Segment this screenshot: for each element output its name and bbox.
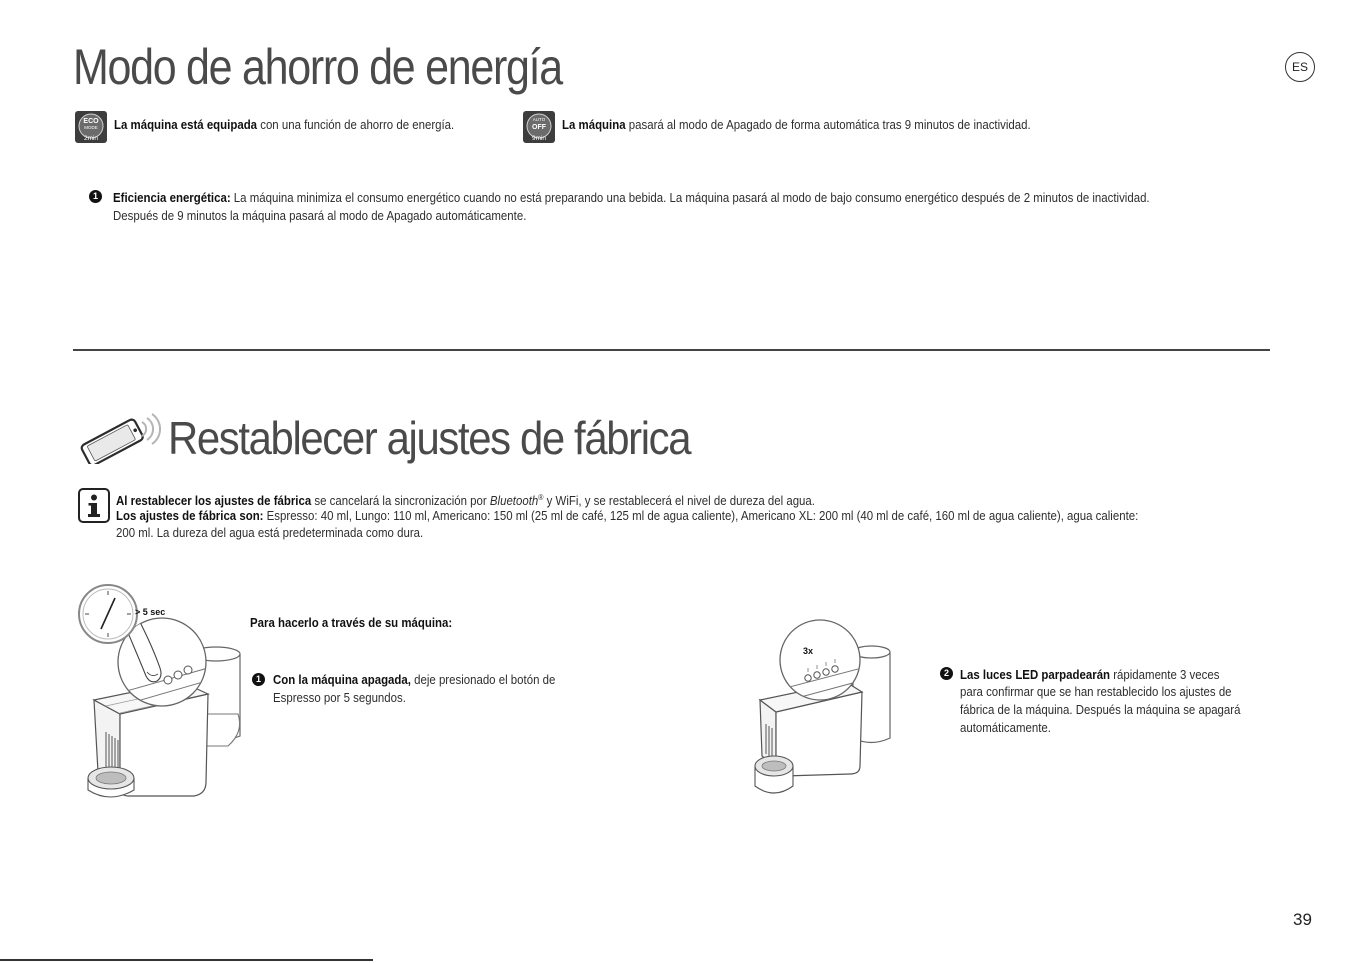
method-heading: Para hacerlo a través de su máquina: xyxy=(250,615,453,630)
led-button-2 xyxy=(814,672,820,678)
step-2-bold: Las luces LED parpadearán xyxy=(960,667,1111,682)
auto-off-description-text: pasará al modo de Apagado de forma automática tras 9 minutos de inactividad. xyxy=(625,117,1031,132)
registered-mark: ® xyxy=(538,493,544,502)
blink-count-label: 3x xyxy=(803,646,814,656)
eco-icon-bottom-text: 2min xyxy=(83,135,99,142)
auto-off-description-bold: La máquina xyxy=(562,117,626,132)
efficiency-label: Eficiencia energética: xyxy=(113,190,231,205)
reset-info-line-1 xyxy=(116,490,815,509)
reset-info-end-1: y WiFi, y se restablecerá el nivel de dureza del agua. xyxy=(543,493,815,508)
cup-support xyxy=(204,714,240,746)
machine-press-illustration xyxy=(76,582,248,804)
smartphone-shape xyxy=(80,418,144,464)
eco-description-text: con una función de ahorro de energía. xyxy=(257,117,455,132)
machine-blink-illustration xyxy=(750,616,896,800)
bluetooth-label: Bluetooth xyxy=(489,493,539,508)
auto-off-icon xyxy=(523,111,555,143)
eco-icon-top-text: ECO xyxy=(83,118,99,125)
eco-description xyxy=(114,117,454,133)
auto-off-icon-top-text: AUTO xyxy=(532,117,546,122)
eco-mode-icon xyxy=(75,111,107,143)
step-1-line-1 xyxy=(273,672,555,688)
language-badge: ES xyxy=(1285,52,1315,82)
footer-rule xyxy=(0,959,373,961)
section-divider xyxy=(73,349,1270,351)
clock-icon xyxy=(79,585,137,643)
drip-tray xyxy=(88,767,134,797)
auto-off-icon-middle-text: OFF xyxy=(532,124,546,131)
lungo-button xyxy=(174,671,182,679)
smartphone-wireless-icon xyxy=(76,412,166,464)
auto-off-description xyxy=(562,117,1031,133)
info-icon xyxy=(78,488,110,523)
auto-off-icon-bottom-text: 9min xyxy=(531,135,547,142)
eco-description-bold: La máquina está equipada xyxy=(114,117,258,132)
reset-info-line-2 xyxy=(116,508,1138,524)
reset-info-text-2: Espresso: 40 ml, Lungo: 110 ml, Americano: 150 ml (25 ml de café, 125 ml de agua caliente), Americano XL: 200 ml (40 ml de café, 160 ml de agua caliente), agua caliente: xyxy=(263,508,1139,523)
wireless-waves xyxy=(142,414,160,444)
eco-icon-middle-text: MODE xyxy=(84,125,98,130)
step-1-text: deje presionado el botón de xyxy=(410,672,556,687)
efficiency-text: La máquina minimiza el consumo energético cuando no está preparando una bebida. La máquina pasará al modo de bajo consumo energético después de 2 minutos de inactividad. xyxy=(230,190,1150,205)
press-duration-label: > 5 sec xyxy=(135,607,166,617)
step-1-bold: Con la máquina apagada, xyxy=(273,672,411,687)
step-2-line-1 xyxy=(960,667,1219,683)
reset-info-text-1: se cancelará la sincronización por xyxy=(311,493,490,508)
step-1-number: 1 xyxy=(252,673,265,686)
factory-reset-title: Restablecer ajustes de fábrica xyxy=(168,412,691,464)
page-number: 39 xyxy=(1293,910,1312,929)
efficiency-line-2: Después de 9 minutos la máquina pasará al modo de Apagado automáticamente. xyxy=(113,208,527,223)
drip-tray xyxy=(755,756,793,793)
led-button-1 xyxy=(805,675,811,681)
americano-button xyxy=(184,666,192,674)
reset-info-bold-2: Los ajustes de fábrica son: xyxy=(116,508,264,523)
step-2-line-4: automáticamente. xyxy=(960,720,1051,735)
step-1-line-2: Espresso por 5 segundos. xyxy=(273,690,406,705)
espresso-button xyxy=(164,676,172,684)
bullet-number-1: 1 xyxy=(89,190,102,203)
efficiency-line-1 xyxy=(113,190,1150,206)
led-button-4 xyxy=(832,666,838,672)
reset-info-bold-1: Al restablecer los ajustes de fábrica xyxy=(116,493,312,508)
energy-saving-title: Modo de ahorro de energía xyxy=(73,39,562,95)
reset-info-line-3: 200 ml. La dureza del agua está predeterminada como dura. xyxy=(116,525,424,540)
step-2-text: rápidamente 3 veces xyxy=(1110,667,1220,682)
step-2-number: 2 xyxy=(940,667,953,680)
led-button-3 xyxy=(823,669,829,675)
step-2-line-2: para confirmar que se han restablecido los ajustes de xyxy=(960,684,1232,699)
step-2-line-3: fábrica de la máquina. Después la máquina se apagará xyxy=(960,702,1241,717)
